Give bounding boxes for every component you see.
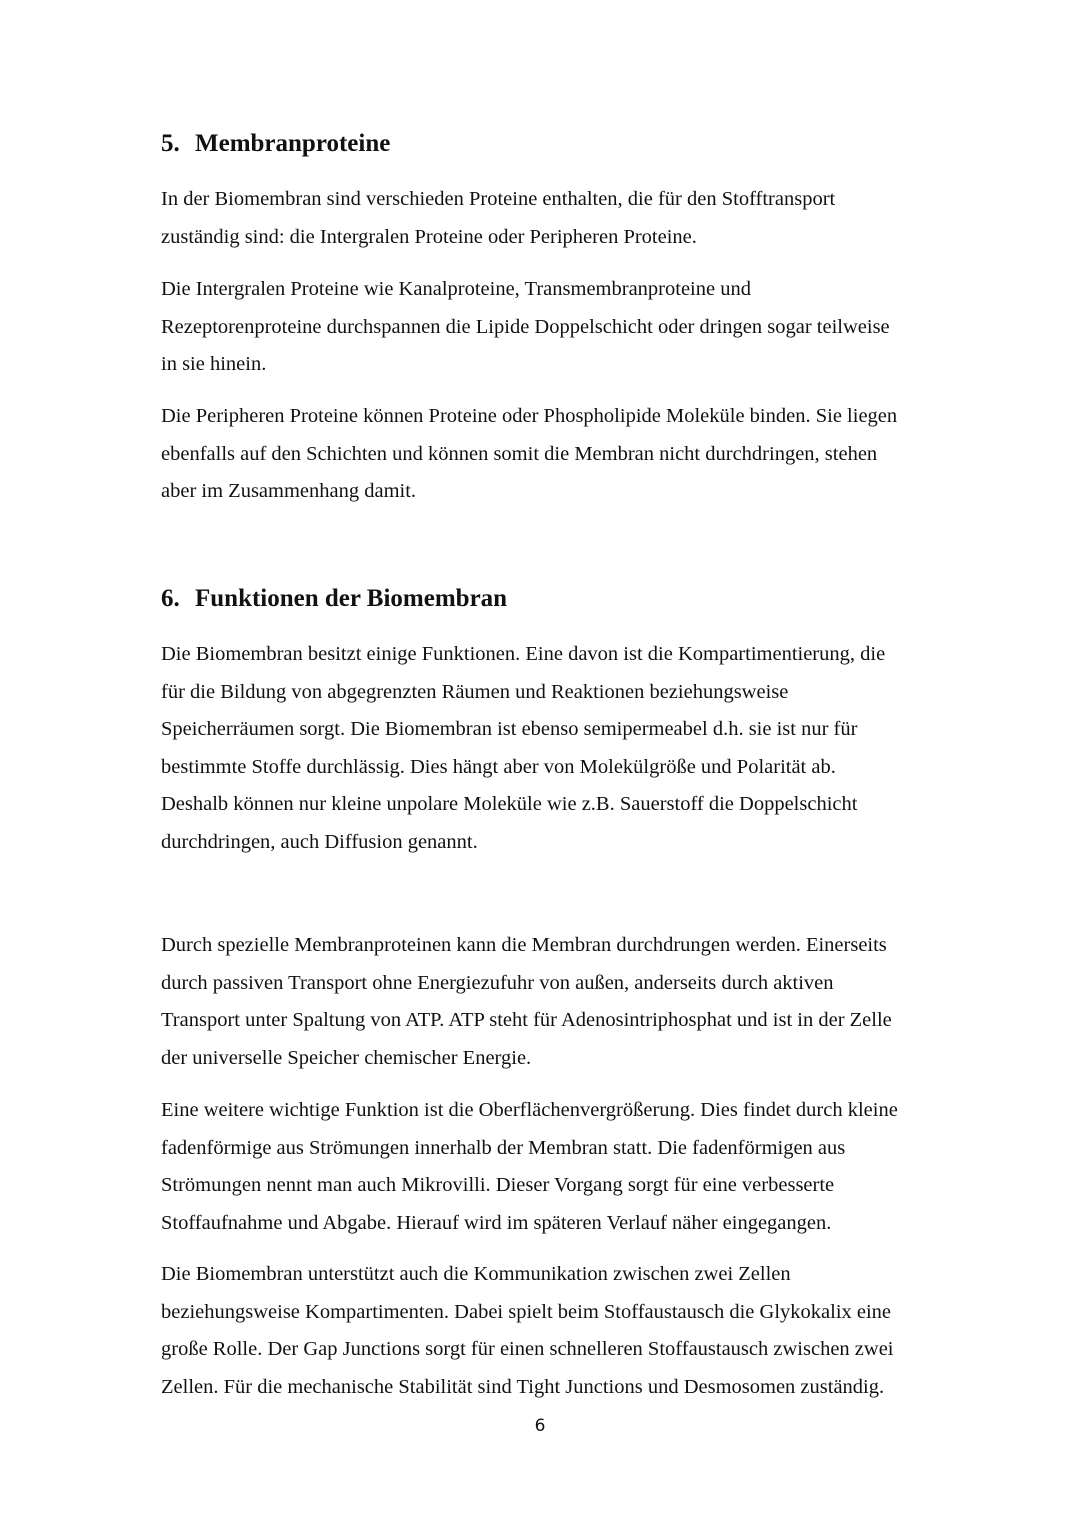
text-line: der universelle Speicher chemischer Energie. <box>161 1046 532 1069</box>
text-line: Rezeptorenproteine durchspannen die Lipide Doppelschicht oder dringen sogar teilweise <box>161 315 890 338</box>
text-line: In der Biomembran sind verschieden Proteine enthalten, die für den Stofftransport <box>161 188 836 210</box>
text-line: aber im Zusammenhang damit. <box>161 480 417 503</box>
text-line: beziehungsweise Kompartimenten. Dabei spielt beim Stoffaustausch die Glykokalix eine <box>161 1300 892 1323</box>
section-heading-membranproteine <box>161 129 390 159</box>
text-line: zuständig sind: die Intergralen Proteine oder Peripheren Proteine. <box>161 225 697 248</box>
text-line: Deshalb können nur kleine unpolare Moleküle wie z.B. Sauerstoff die Doppelschicht <box>161 793 858 816</box>
section-title: Funktionen der Biomembran <box>195 585 508 612</box>
text-line: durch passiven Transport ohne Energiezufuhr von außen, anderseits durch aktiven <box>161 971 834 994</box>
text-line: Die Intergralen Proteine wie Kanalproteine, Transmembranproteine und <box>161 278 751 300</box>
text-line: Die Biomembran besitzt einige Funktionen. Eine davon ist die Kompartimentierung, die <box>161 643 886 665</box>
text-line: durchdringen, auch Diffusion genannt. <box>161 830 478 853</box>
text-line: in sie hinein. <box>161 353 267 376</box>
text-line: Stoffaufnahme und Abgabe. Hierauf wird im späteren Verlauf näher eingegangen. <box>161 1211 832 1234</box>
text-line: Eine weitere wichtige Funktion ist die Oberflächenvergrößerung. Dies findet durch kleine <box>161 1099 898 1121</box>
section-title: Membranproteine <box>195 130 391 157</box>
text-line: für die Bildung von abgegrenzten Räumen und Reaktionen beziehungsweise <box>161 680 789 703</box>
paragraph <box>161 636 961 862</box>
paragraph <box>161 271 961 384</box>
text-line: ebenfalls auf den Schichten und können somit die Membran nicht durchdringen, stehen <box>161 442 878 465</box>
paragraph <box>161 181 961 256</box>
text-line: Strömungen nennt man auch Mikrovilli. Dieser Vorgang sorgt für eine verbesserte <box>161 1174 835 1197</box>
text-line: große Rolle. Der Gap Junctions sorgt für einen schnelleren Stoffaustausch zwischen zwei <box>161 1338 894 1361</box>
text-line: Speicherräumen sorgt. Die Biomembran ist ebenso semipermeabel d.h. sie ist nur für <box>161 718 858 741</box>
text-line: Die Peripheren Proteine können Proteine oder Phospholipide Moleküle binden. Sie liegen <box>161 405 898 427</box>
paragraph <box>161 927 961 1077</box>
text-line: fadenförmige aus Strömungen innerhalb der Membran statt. Die fadenförmigen aus <box>161 1136 846 1159</box>
text-line: Durch spezielle Membranproteinen kann die Membran durchdrungen werden. Einerseits <box>161 934 887 956</box>
paragraph <box>161 398 961 511</box>
paragraph <box>161 1256 961 1406</box>
text-line: Die Biomembran unterstützt auch die Kommunikation zwischen zwei Zellen <box>161 1263 791 1285</box>
text-line: Transport unter Spaltung von ATP. ATP steht für Adenosintriphosphat und ist in der Zelle <box>161 1009 892 1032</box>
text-line: bestimmte Stoffe durchlässig. Dies hängt aber von Molekülgröße und Polarität ab. <box>161 755 836 778</box>
section-heading-funktionen <box>161 584 507 614</box>
section-number: 6. <box>161 585 180 612</box>
paragraph <box>161 1092 961 1242</box>
page-number: 6 <box>534 1416 546 1436</box>
section-number: 5. <box>161 130 180 157</box>
text-line: Zellen. Für die mechanische Stabilität sind Tight Junctions und Desmosomen zuständig. <box>161 1375 885 1398</box>
